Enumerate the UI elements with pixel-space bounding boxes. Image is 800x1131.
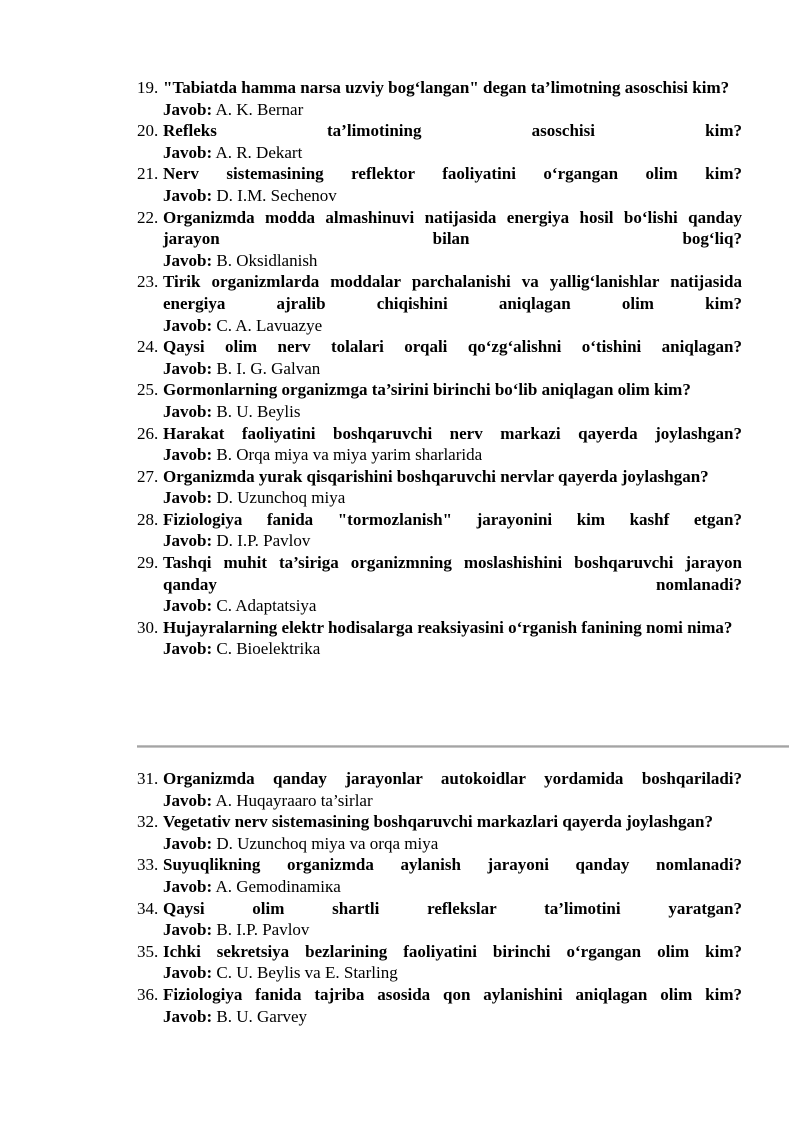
answer-text: D. I.P. Pavlov	[216, 531, 311, 551]
answer-line	[163, 142, 742, 164]
question-text: Tirik organizmlarda moddalar parchalanishi va yallig‘lanishlar natijasida energiya ajralib chiqishini aniqlagan olim kim?	[163, 272, 742, 313]
answer-label: Javob:	[163, 185, 213, 205]
question-item	[137, 854, 742, 897]
answer-line	[163, 487, 742, 509]
question-text: Tashqi muhit ta’siriga organizmning moslashishini boshqaruvchi jarayon qanday nomlanadi?	[163, 553, 742, 594]
answer-text: D. Uzunchoq miya	[216, 488, 346, 508]
answer-text: B. U. Beylis	[216, 401, 301, 421]
question-number: 24.	[137, 337, 159, 357]
question-number: 27.	[137, 466, 159, 486]
question-number: 20.	[137, 121, 159, 141]
answer-label: Javob:	[163, 639, 213, 659]
answer-label: Javob:	[163, 401, 213, 421]
question-item	[137, 768, 742, 811]
question-list-part-1	[137, 77, 742, 660]
question-number: 25.	[137, 380, 159, 400]
answer-label: Javob:	[163, 488, 213, 508]
answer-text: A. K. Bernar	[215, 99, 304, 119]
answer-line	[163, 919, 742, 941]
question-number: 36.	[137, 984, 159, 1004]
question-item	[137, 811, 742, 854]
answer-line	[163, 315, 742, 337]
question-item	[137, 617, 742, 660]
answer-text: D. I.M. Sechenov	[216, 185, 337, 205]
question-number: 28.	[137, 509, 159, 529]
answer-text: C. A. Lavuazye	[216, 315, 323, 335]
answer-label: Javob:	[163, 833, 213, 853]
question-item	[137, 77, 742, 120]
question-text: Qaysi olim nerv tolalari orqali qo‘zg‘alishni o‘tishini aniqlagan?	[163, 337, 742, 357]
answer-line	[163, 401, 742, 423]
question-text: "Tabiatda hamma narsa uzviy bog‘langan" degan ta’limotning asoschisi kim?	[163, 78, 730, 97]
answer-line	[163, 444, 742, 466]
question-text: Organizmda modda almashinuvi natijasida energiya hosil bo‘lishi qanday jarayon bilan bog‘liq?	[163, 207, 742, 249]
question-text: Organizmda qanday jarayonlar autokoidlar yordamida boshqariladi?	[163, 769, 742, 788]
answer-text: B. Oksidlanish	[216, 250, 318, 270]
question-item	[137, 163, 742, 206]
question-item	[137, 466, 742, 509]
answer-label: Javob:	[163, 963, 213, 983]
answer-label: Javob:	[163, 596, 213, 616]
question-text: Ichki sekretsiya bezlarining faoliyatini birinchi o‘rgangan olim kim?	[163, 941, 742, 961]
question-item	[137, 271, 742, 336]
question-text: Fiziologiya fanida "tormozlanish" jarayonini kim kashf etgan?	[163, 509, 742, 529]
question-list-part-2	[137, 768, 742, 1027]
answer-text: A. R. Dekart	[215, 142, 303, 162]
answer-line	[163, 358, 742, 380]
answer-text: B. I.P. Pavlov	[216, 920, 310, 940]
question-item	[137, 941, 742, 984]
answer-line	[163, 833, 742, 855]
answer-line	[163, 99, 742, 121]
answer-text: A. Gemodinamiкa	[215, 876, 341, 896]
question-text: Suyuqlikning organizmda aylanish jarayoni qanday nomlanadi?	[163, 855, 742, 875]
question-item	[137, 984, 742, 1027]
answer-text: C. Bioelektrika	[216, 639, 321, 659]
answer-text: C. U. Beylis va E. Starling	[216, 963, 398, 983]
answer-label: Javob:	[163, 358, 213, 378]
answer-text: B. U. Garvey	[216, 1006, 308, 1026]
question-item	[137, 509, 742, 552]
question-text: Organizmda yurak qisqarishini boshqaruvchi nervlar qayerda joylashgan?	[163, 466, 709, 486]
question-text: Hujayralarning elektr hodisalarga reaksiyasini o‘rganish fanining nomi nima?	[163, 617, 733, 637]
answer-line	[163, 185, 742, 207]
answer-line	[163, 250, 742, 272]
question-text: Fiziologiya fanida tajriba asosida qon aylanishini aniqlagan olim kim?	[163, 984, 742, 1004]
question-item	[137, 552, 742, 617]
question-number: 31.	[137, 769, 159, 788]
question-number: 33.	[137, 855, 159, 875]
question-number: 30.	[137, 617, 159, 637]
question-text: Refleks ta’limotining asoschisi kim?	[163, 121, 742, 141]
answer-text: B. Orqa miya va miya yarim sharlarida	[216, 445, 483, 465]
question-item	[137, 423, 742, 466]
answer-label: Javob:	[163, 142, 213, 162]
question-text: Qaysi olim shartli reflekslar ta’limotini yaratgan?	[163, 898, 742, 918]
question-item	[137, 207, 742, 272]
question-number: 35.	[137, 941, 159, 961]
page-break-divider	[137, 745, 789, 748]
answer-label: Javob:	[163, 99, 213, 119]
answer-line	[163, 962, 742, 984]
answer-line	[163, 876, 742, 898]
answer-label: Javob:	[163, 315, 213, 335]
question-number: 21.	[137, 164, 159, 184]
answer-label: Javob:	[163, 445, 213, 465]
question-text: Nerv sistemasining reflektor faoliyatini o‘rgangan olim kim?	[163, 164, 742, 184]
question-item	[137, 379, 742, 422]
question-text: Vegetativ nerv sistemasining boshqaruvchi markazlari qayerda joylashgan?	[163, 812, 714, 832]
answer-line	[163, 530, 742, 552]
question-number: 23.	[137, 272, 159, 292]
question-item	[137, 336, 742, 379]
answer-line	[163, 595, 742, 617]
answer-line	[163, 638, 742, 660]
question-item	[137, 120, 742, 163]
question-number: 29.	[137, 553, 159, 573]
answer-text: C. Adaptatsiya	[216, 596, 317, 616]
question-number: 22.	[137, 207, 159, 227]
question-number: 34.	[137, 898, 159, 918]
answer-text: A. Huqayraaro ta’sirlar	[215, 790, 373, 810]
question-text: Gormonlarning organizmga ta’sirini birinchi bo‘lib aniqlagan olim kim?	[163, 380, 691, 400]
question-number: 26.	[137, 423, 159, 443]
question-item	[137, 898, 742, 941]
question-number: 19.	[137, 78, 159, 97]
answer-label: Javob:	[163, 790, 213, 810]
question-text: Harakat faoliyatini boshqaruvchi nerv markazi qayerda joylashgan?	[163, 423, 742, 443]
answer-label: Javob:	[163, 1006, 213, 1026]
answer-label: Javob:	[163, 531, 213, 551]
answer-label: Javob:	[163, 250, 213, 270]
answer-line	[163, 790, 742, 812]
answer-text: B. I. G. Galvan	[216, 358, 321, 378]
answer-label: Javob:	[163, 876, 213, 896]
answer-text: D. Uzunchoq miya va orqa miya	[216, 833, 439, 853]
question-number: 32.	[137, 812, 159, 832]
answer-line	[163, 1006, 742, 1028]
answer-label: Javob:	[163, 920, 213, 940]
